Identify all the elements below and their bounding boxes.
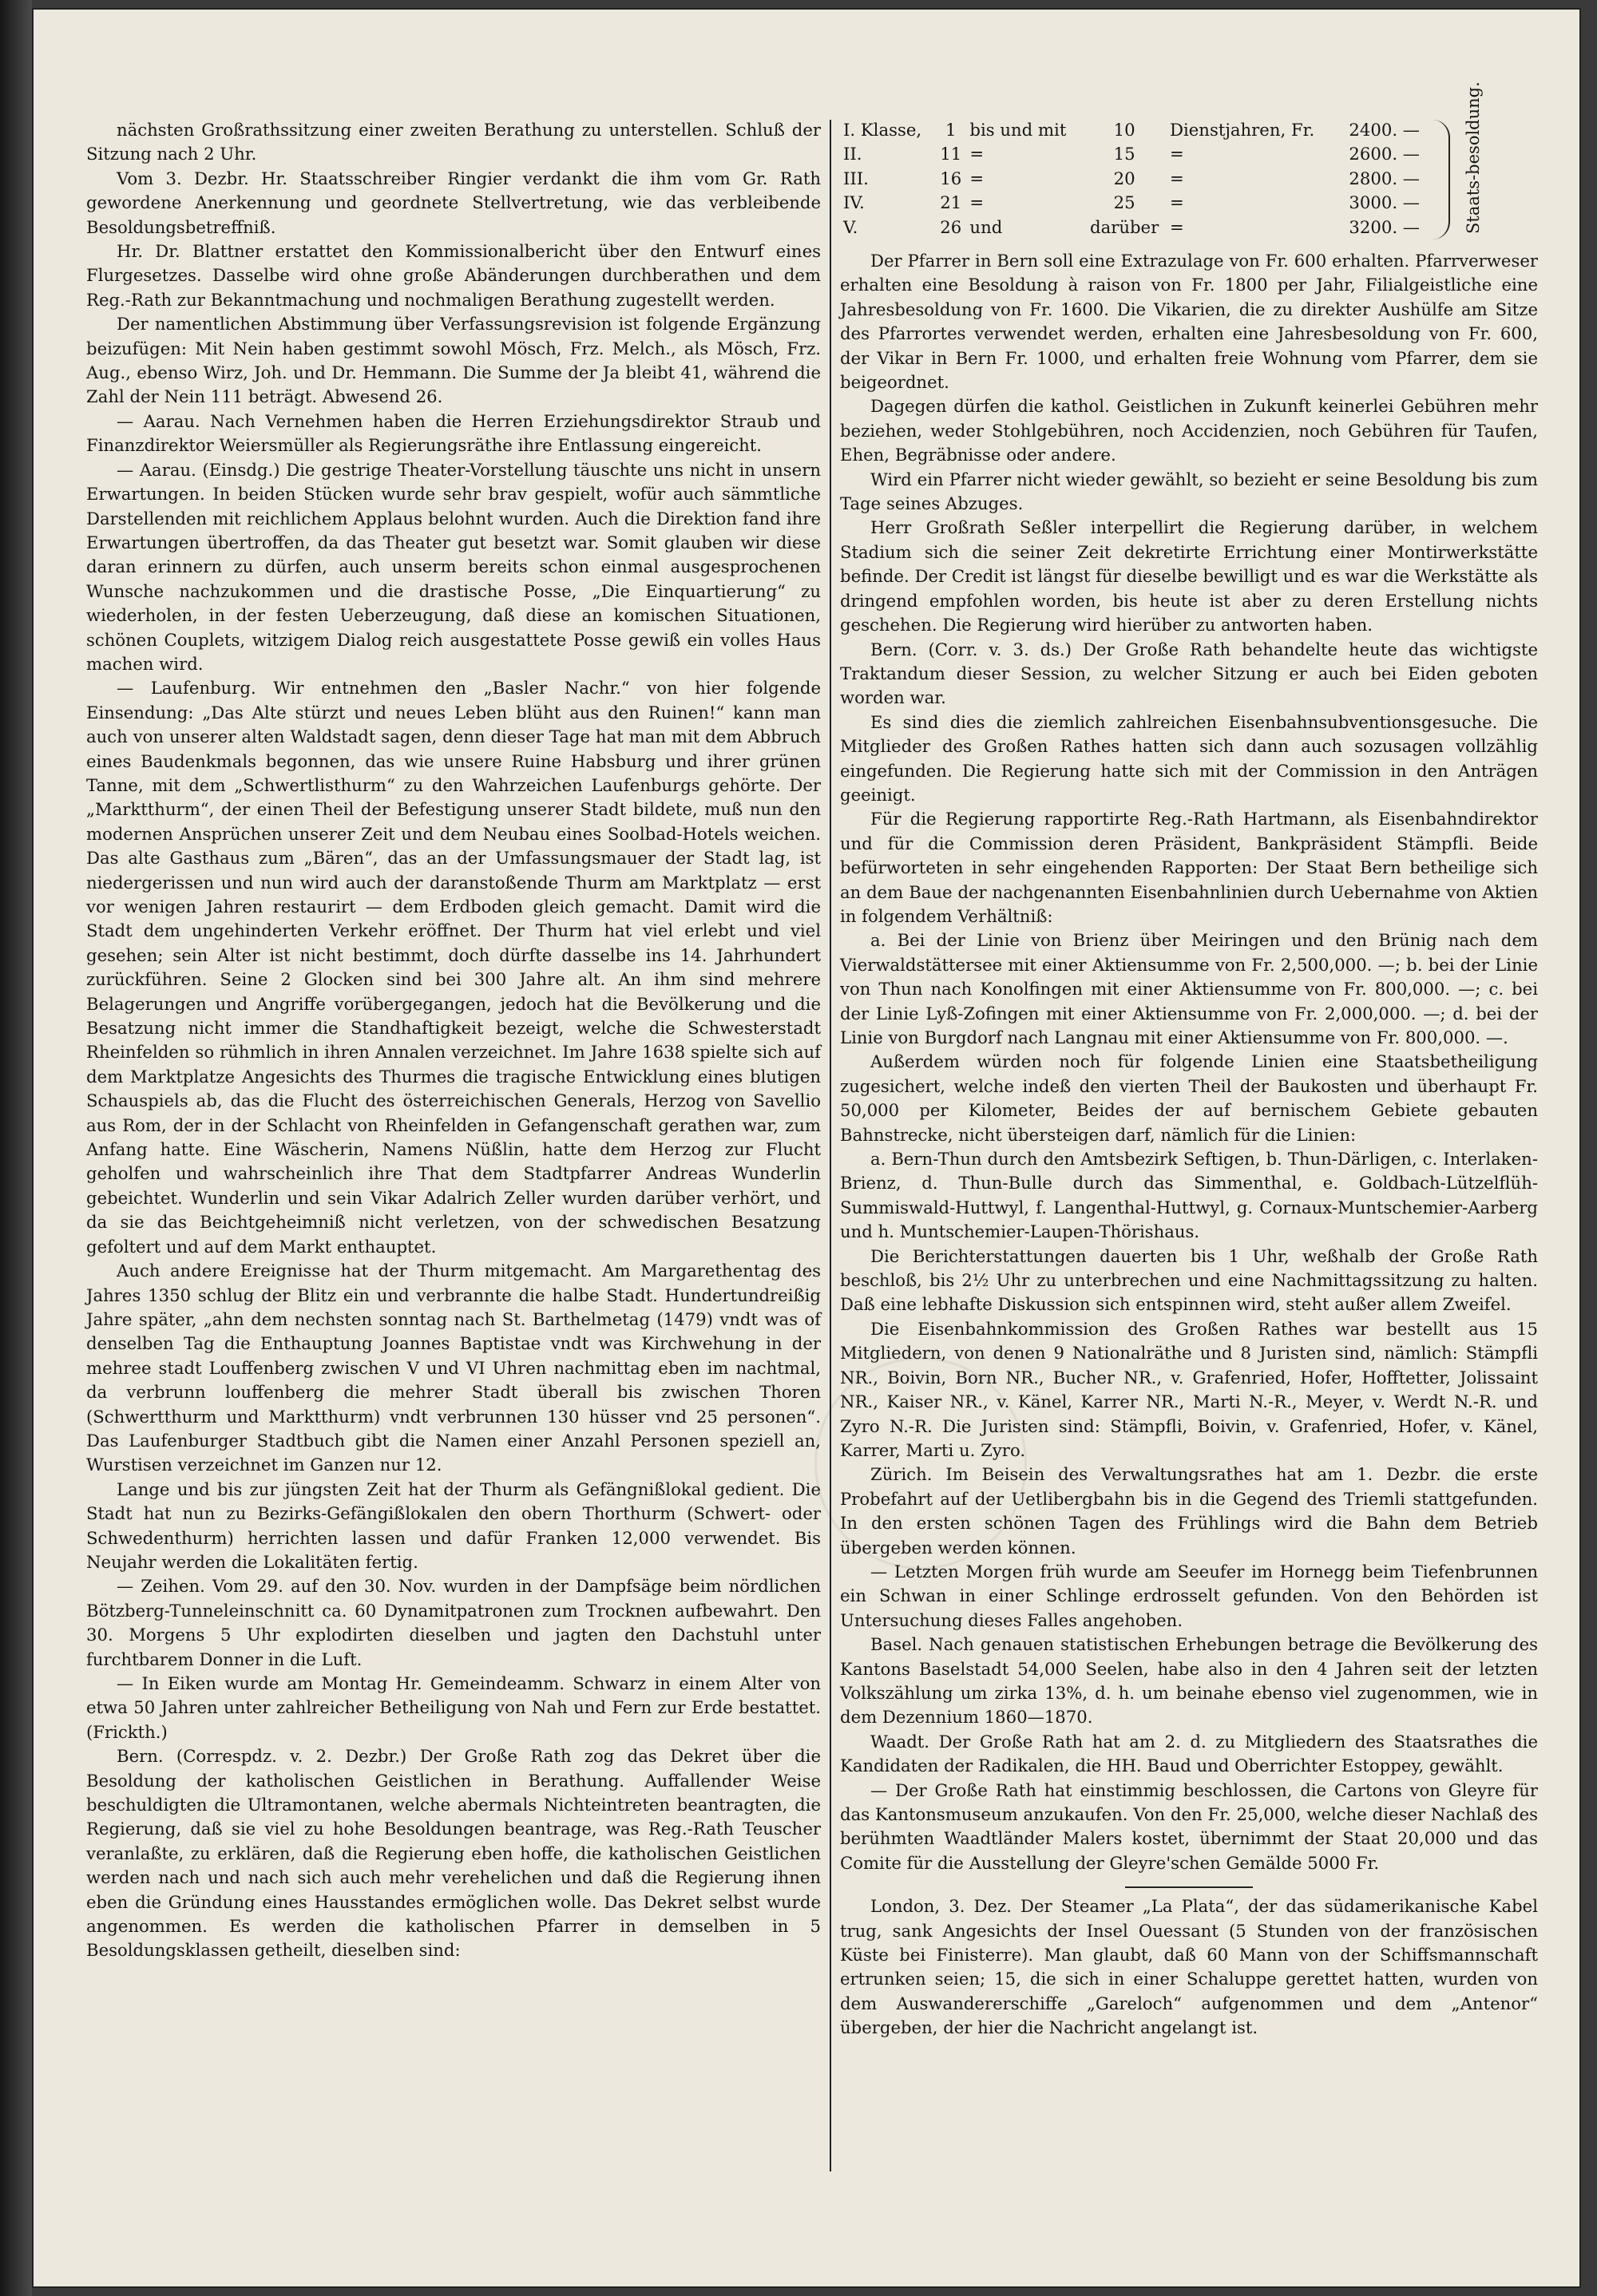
paragraph: Bern. (Corr. v. 3. ds.) Der Große Rath behandelte heute das wichtigste Traktandum dieser Session, zu welcher Sitzung er auch bei Eiden geboten worden war. — [840, 639, 1538, 708]
paragraph: Lange und bis zur jüngsten Zeit hat der Thurm als Gefängnißlokal gedient. Die Stadt hat nun zu Bezirks-Gefängißlokalen den obern Thorthurm (Schwert- oder Schwedenthurm) herrichten lassen und dafür Franken 12,000 verwendet. Bis Neujahr werden die Lokalitäten fertig. — [86, 1479, 821, 1572]
paragraph: Außerdem würden noch für folgende Linien eine Staatsbetheiligung zugesichert, welche indeß den vierten Theil der Baukosten und überhaupt Fr. 50,000 per Kilometer, Beides der auf bernischem Gebiete gebauten Bahnstrecke, nicht übersteigen darf, nämlich für die Linien: — [840, 1051, 1538, 1145]
salary-cell-cls: III. — [843, 168, 869, 188]
paragraph: — Der Große Rath hat einstimmig beschlossen, die Cartons von Gleyre für das Kantonsmuseum anzukaufen. Von den Fr. 25,000, welche dieser Nachlaß des berühmten Waadtländer Malers kostet, übernimmt der Staat 20,000 und das Comite für die Ausstellung der Gleyre'schen Gemälde 5000 Fr. — [840, 1779, 1538, 1873]
salary-cell-cls: I. Klasse, — [843, 120, 922, 140]
salary-cell-tail: = — [1170, 216, 1184, 237]
paragraph: Basel. Nach genauen statistischen Erhebungen betrage die Bevölkerung des Kantons Baselstadt 54,000 Seelen, habe also in den 4 Jahren seit der letzten Volkszählung um zirka 13%, d. h. um beinahe ebenso viel zugenommen, wie in dem Dezennium 1860—1870. — [840, 1634, 1538, 1728]
paragraph: — Zeihen. Vom 29. auf den 30. Nov. wurden in der Dampfsäge beim nördlichen Bötzberg-Tunneleinschnitt ca. 60 Dynamitpatronen zum Trocknen aufbewahrt. Den 30. Morgens 5 Uhr explodirten dieselben und jagten den Dachstuhl unter furchtbarem Donner in die Luft. — [86, 1576, 821, 1669]
paragraph: Wird ein Pfarrer nicht wieder gewählt, so bezieht er seine Besoldung bis zum Tage seines Abzuges. — [840, 469, 1538, 514]
salary-cell-tail: Dienstjahren, Fr. — [1170, 120, 1315, 140]
paragraph: Die Berichterstattungen dauerten bis 1 Uhr, weßhalb der Große Rath beschloß, bis 2½ Uhr zu unterbrechen und eine Nachmittagssitzung zu halten. Daß eine lebhafte Diskussion sich entspinnen wird, steht außer allem Zweifel. — [840, 1245, 1538, 1315]
salary-cell-amount: 2600. — — [1349, 144, 1420, 164]
salary-brace — [1431, 120, 1450, 239]
salary-cell-from: 11 — [940, 144, 962, 164]
paragraph: — Aarau. Nach Vernehmen haben die Herren Erziehungsdirektor Straub und Finanzdirektor Weiersmüller als Regierungsräthe ihre Entlassung eingereicht. — [86, 410, 821, 456]
salary-cell-to: darüber — [1090, 216, 1159, 237]
paragraph: — Aarau. (Einsdg.) Die gestrige Theater-Vorstellung täuschte uns nicht in unsern Erwartungen. In beiden Stücken wurde sehr brav gespielt, wofür auch sämmtliche Darstellenden mit reichlichem Applaus belohnt wurden. Auch die Direktion fand ihre Erwartungen übertroffen, da das Theater gut besetzt war. Somit glauben wir diese daran erinnern zu dürfen, auch unserm bereits schon einmal ausgesprochenen Wunsche nachzukommen und die drastische Posse, „Die Einquartierung“ zu wiederholen, in der festen Ueberzeugung, daß diese an komischen Situationen, schönen Couplets, witzigem Dialog reich ausgestattete Posse gewiß ein volles Haus machen wird. — [86, 459, 821, 674]
salary-cell-tail: = — [1170, 168, 1184, 188]
column-rule — [830, 120, 831, 2171]
salary-cell-cls: IV. — [843, 192, 865, 213]
paragraph: Es sind dies die ziemlich zahlreichen Eisenbahnsubventionsgesuche. Die Mitglieder des Großen Rathes hatten sich dann auch sozusagen vollzählig eingefunden. Die Regierung hatte sich mit der Commission in den Anträgen geeinigt. — [840, 711, 1538, 805]
salary-cell-from: 1 — [945, 120, 957, 140]
paragraph: Die Eisenbahnkommission des Großen Rathes war bestellt aus 15 Mitgliedern, von denen 9 Nationalräthe und 8 Juristen sind, nämlich: Stämpfli NR., Boivin, Born NR., Bucher NR., v. Grafenried, Hofer, Hofftetter, Jolissaint NR., Kaiser NR., v. Känel, Karrer NR., Marti N.-R., Meyer, v. Werdt N.-R. und Zyro N.-R. Die Juristen sind: Stämpfli, Boivin, v. Grafenried, Hofer, v. Känel, Karrer, Marti u. Zyro. — [840, 1318, 1538, 1460]
salary-cell-to: 15 — [1113, 144, 1135, 164]
salary-cell-tail: = — [1170, 192, 1184, 213]
salary-cell-amount: 3200. — — [1349, 216, 1420, 237]
salary-cell-cls: V. — [843, 216, 858, 237]
salary-label: Staats-besoldung. — [1464, 81, 1483, 234]
salary-cell-mid: = — [969, 168, 985, 188]
left-column — [86, 118, 821, 1963]
paragraph: Waadt. Der Große Rath hat am 2. d. zu Mitgliedern des Staatsrathes die Kandidaten der Radikalen, die HH. Baud und Oberrichter Estoppey, gewählt. — [840, 1731, 1538, 1776]
salary-row — [840, 191, 1423, 215]
salary-cell-from: 26 — [940, 216, 962, 237]
paragraph: Der namentlichen Abstimmung über Verfassungsrevision ist folgende Ergänzung beizufügen: Mit Nein haben gestimmt sowohl Mösch, Frz. Melch., als Mösch, Frz. Aug., ebenso Wirz, Joh. und Dr. Hemmann. Die Summe der Ja bleibt 41, während die Zahl der Nein 111 beträgt. Abwesend 26. — [86, 314, 821, 407]
section-divider — [1125, 1886, 1253, 1888]
salary-cell-from: 16 — [940, 168, 962, 188]
paragraph: nächsten Großrathssitzung einer zweiten Berathung zu unterstellen. Schluß der Sitzung nach 2 Uhr. — [86, 120, 821, 164]
salary-cell-amount: 3000. — — [1349, 192, 1420, 213]
foreign-news — [840, 1894, 1538, 2040]
salary-row — [840, 216, 1423, 239]
paragraph: — In Eiken wurde am Montag Hr. Gemeindeamm. Schwarz in einem Alter von etwa 50 Jahren unter zahlreicher Betheiligung von Nah und Fern zur Erde bestattet. (Frickth.) — [86, 1673, 821, 1742]
paragraph: Für die Regierung rapportirte Reg.-Rath Hartmann, als Eisenbahndirektor und für die Commission deren Präsident, Bankpräsident Stämpfli. Beide befürworteten in sehr eingehenden Rapporten: Der Staat Bern betheilige sich an dem Baue der nachgenannten Eisenbahnlinien durch Uebernahme von Aktien in folgendem Verhältniß: — [840, 809, 1538, 926]
salary-cell-mid: und — [969, 216, 1003, 237]
salary-cell-to: 25 — [1113, 192, 1135, 213]
salary-cell-to: 10 — [1113, 120, 1135, 140]
salary-cell-mid: = — [969, 192, 985, 213]
paragraph: Dagegen dürfen die kathol. Geistlichen in Zukunft keinerlei Gebühren mehr beziehen, weder Stohlgebühren, noch Accidenzien, noch Gebühren für Taufen, Ehen, Begräbnisse oder andere. — [840, 396, 1538, 465]
salary-cell-mid: = — [969, 144, 985, 164]
right-column — [840, 81, 1538, 2041]
paragraph: — Letzten Morgen früh wurde am Seeufer im Hornegg beim Tiefenbrunnen ein Schwan in einer Schlinge erdrosselt gefunden. Von den Behörden ist Untersuchung dieses Falles angehoben. — [840, 1561, 1538, 1630]
book-spine — [0, 0, 32, 2296]
paragraph: Herr Großrath Seßler interpellirt die Regierung darüber, in welchem Stadium sich die seiner Zeit dekretirte Errichtung einer Montirwerkstätte befinde. Der Credit ist längst für dieselbe bewilligt und es war die Werkstätte als dringend empfohlen worden, bis heute ist aber zu deren Erstellung nichts geschehen. Die Regierung wird hierüber zu antworten haben. — [840, 517, 1538, 635]
salary-row — [840, 142, 1423, 166]
paragraph: Hr. Dr. Blattner erstattet den Kommissionalbericht über den Entwurf eines Flurgesetzes. Dasselbe wird ohne große Abänderungen durchberathen und dem Reg.-Rath zur Bekanntmachung und nochmaligen Berathung zugestellt werden. — [86, 241, 821, 310]
right-paragraphs — [840, 249, 1538, 1875]
salary-table-block — [840, 81, 1538, 244]
salary-row — [840, 167, 1423, 191]
paragraph: Auch andere Ereignisse hat der Thurm mitgemacht. Am Margarethentag des Jahres 1350 schlug der Blitz ein und verbrannte die halbe Stadt. Hundertundreißig Jahre später, „ahn dem nechsten sonntag nach St. Barthelmetag (1479) vndt was of denselben Tag die Enthauptung Joannes Baptistae vndt was Kirchwehung in der mehree stadt Louffenberg zwischen V und VI Uhren nachmittag eben im nachtmal, da verbrunn louffenberg die mehrer Stadt überall bis zwischen Thoren (Schwertthurm und Marktthurm) vndt verbrunnen 130 hüsser vnd 25 personen“. Das Laufenburger Stadtbuch gibt die Namen einer Anzahl Personen speziell an, Wurstisen verzeichnet im Ganzen nur 12. — [86, 1261, 821, 1475]
paragraph: Vom 3. Dezbr. Hr. Staatsschreiber Ringier verdankt die ihm vom Gr. Rath gewordene Anerkennung und geordnete Stellvertretung, wie das verbleibende Besoldungsbetreffniß. — [86, 168, 821, 237]
salary-cell-tail: = — [1170, 144, 1184, 164]
salary-table — [840, 118, 1423, 239]
salary-cell-to: 20 — [1113, 168, 1135, 188]
paragraph: Bern. (Correspdz. v. 2. Dezbr.) Der Große Rath zog das Dekret über die Besoldung der katholischen Geistlichen in Berathung. Auffallender Weise beschuldigten die Ultramontanen, welche abermals Nichteintreten beantragten, die Regierung, daß sie viel zu hohe Besoldungen beantrage, was Reg.-Rath Teuscher veranlaßte, zu erklären, daß die Regierung eben hoffe, die katholischen Geistlichen werden nach und nach sich auch mehr verehelichen und daß die Regierung ihnen eben die Gründung eines Hausstandes ermöglichen wolle. Das Dekret selbst wurde angenommen. Es werden die katholischen Pfarrer in demselben in 5 Besoldungsklassen getheilt, dieselben sind: — [86, 1746, 821, 1961]
salary-cell-cls: II. — [843, 144, 862, 164]
salary-row — [840, 118, 1423, 142]
salary-cell-amount: 2800. — — [1349, 168, 1420, 188]
paragraph: Zürich. Im Beisein des Verwaltungsrathes hat am 1. Dezbr. die erste Probefahrt auf der Uetlibergbahn bis in die Gegend des Triemli stattgefunden. In den ersten schönen Tagen des Frühlings wird die Bahn dem Betrieb übergeben werden können. — [840, 1464, 1538, 1558]
salary-cell-amount: 2400. — — [1349, 120, 1420, 140]
salary-cell-from: 21 — [940, 192, 962, 213]
paragraph: Der Pfarrer in Bern soll eine Extrazulage von Fr. 600 erhalten. Pfarrverweser erhalten eine Besoldung à raison von Fr. 1800 per Jahr, Filialgeistliche eine Jahresbesoldung von Fr. 1600. Die Vikarien, die zu direkter Aushülfe am Sitze des Pfarrortes verwendet werden, erhalten eine Jahresbesoldung von Fr. 600, der Vikar in Bern Fr. 1000, und erhalten freie Wohnung vom Pfarrer, dem sie beigeordnet. — [840, 251, 1538, 393]
paragraph: a. Bern-Thun durch den Amtsbezirk Seftigen, b. Thun-Därligen, c. Interlaken-Brienz, d. Thun-Bulle durch das Simmenthal, e. Goldbach-Lützelflüh-Summiswald-Huttwyl, f. Langenthal-Huttwyl, g. Cornaux-Muntschemier-Aarberg und h. Muntschemier-Laupen-Thörishaus. — [840, 1149, 1538, 1242]
salary-cell-mid: bis und mit — [969, 120, 1067, 140]
paragraph: London, 3. Dez. Der Steamer „La Plata“, der das südamerikanische Kabel trug, sank Angesichts der Insel Ouessant (5 Stunden von der französischen Küste bei Finisterre). Man glaubt, daß 60 Mann von der Schiffsmannschaft ertrunken seien; 15, die sich in einer Schaluppe gerettet hatten, wurden von dem Auswandererschiffe „Gareloch“ aufgenommen und dem „Antenor“ übergeben, der hier die Nachricht angelangt ist. — [840, 1896, 1538, 2038]
paragraph: a. Bei der Linie von Brienz über Meiringen und den Brünig nach dem Vierwaldstättersee mit einer Aktiensumme von Fr. 2,500,000. —; b. bei der Linie von Thun nach Konolfingen mit einer Aktiensumme von Fr. 800,000. —; c. bei der Linie Lyß-Zofingen mit einer Aktiensumme von Fr. 2,000,000. —; d. bei der Linie von Burgdorf nach Langnau mit einer Aktiensumme von Fr. 800,000. —. — [840, 930, 1538, 1047]
paragraph: — Laufenburg. Wir entnehmen den „Basler Nachr.“ von hier folgende Einsendung: „Das Alte stürzt und neues Leben blüht aus den Ruinen!“ kann man auch von unserer alten Waldstadt sagen, denn dieser Tage hat man mit dem Abbruch eines Baudenkmals begonnen, das wie unsere Ruine Habsburg und ihrer grünen Tanne, mit dem „Schwertlisthurm“ zu den Wahrzeichen Laufenburgs gehörte. Der „Marktthurm“, der einen Theil der Befestigung unserer Stadt bildete, muß nun den modernen Ansprüchen unserer Zeit und dem Neubau eines Soolbad-Hotels weichen. Das alte Gasthaus zum „Bären“, das an der Umfassungsmauer der Stadt lag, ist niedergerissen und nun wird auch der daranstoßende Thurm am Marktplatz — erst vor wenigen Jahren restaurirt — dem Erdboden gleich gemacht. Damit wird die Stadt dem ungehinderten Verkehr eröffnet. Der Thurm hat viel erlebt und viel gesehen; sein Alter ist nicht bestimmt, doch dürfte dasselbe ins 14. Jahrhundert zurückführen. Seine 2 Glocken sind bei 300 Jahre alt. An ihm sind mehrere Belagerungen und Angriffe vorübergegangen, jedoch hat die Bevölkerung und die Besatzung nicht immer die Standhaftigkeit bezeigt, welche die Schwesterstadt Rheinfelden so rühmlich in ihren Annalen verzeichnet. Im Jahre 1638 spielte sich auf dem Marktplatze Angesichts des Thurmes die tragische Entwicklung eines blutigen Schauspiels ab, das die Flucht des österreichischen Generals, Herzog von Savellio aus Rom, der in der Schlacht von Rheinfelden in Gefangenschaft gerathen war, zum Anfang hatte. Eine Wäscherin, Namens Nüßlin, hatte dem Herzog zur Flucht geholfen und wahrscheinlich ihre That dem Stadtpfarrer Andreas Wunderlin gebeichtet. Wunderlin und sein Vikar Adalrich Zeller wurden darüber verhört, und da sie das Beichtgeheimniß nicht verletzen, von der schwedischen Besatzung gefoltert und auf dem Markt enthauptet. — [86, 678, 821, 1257]
